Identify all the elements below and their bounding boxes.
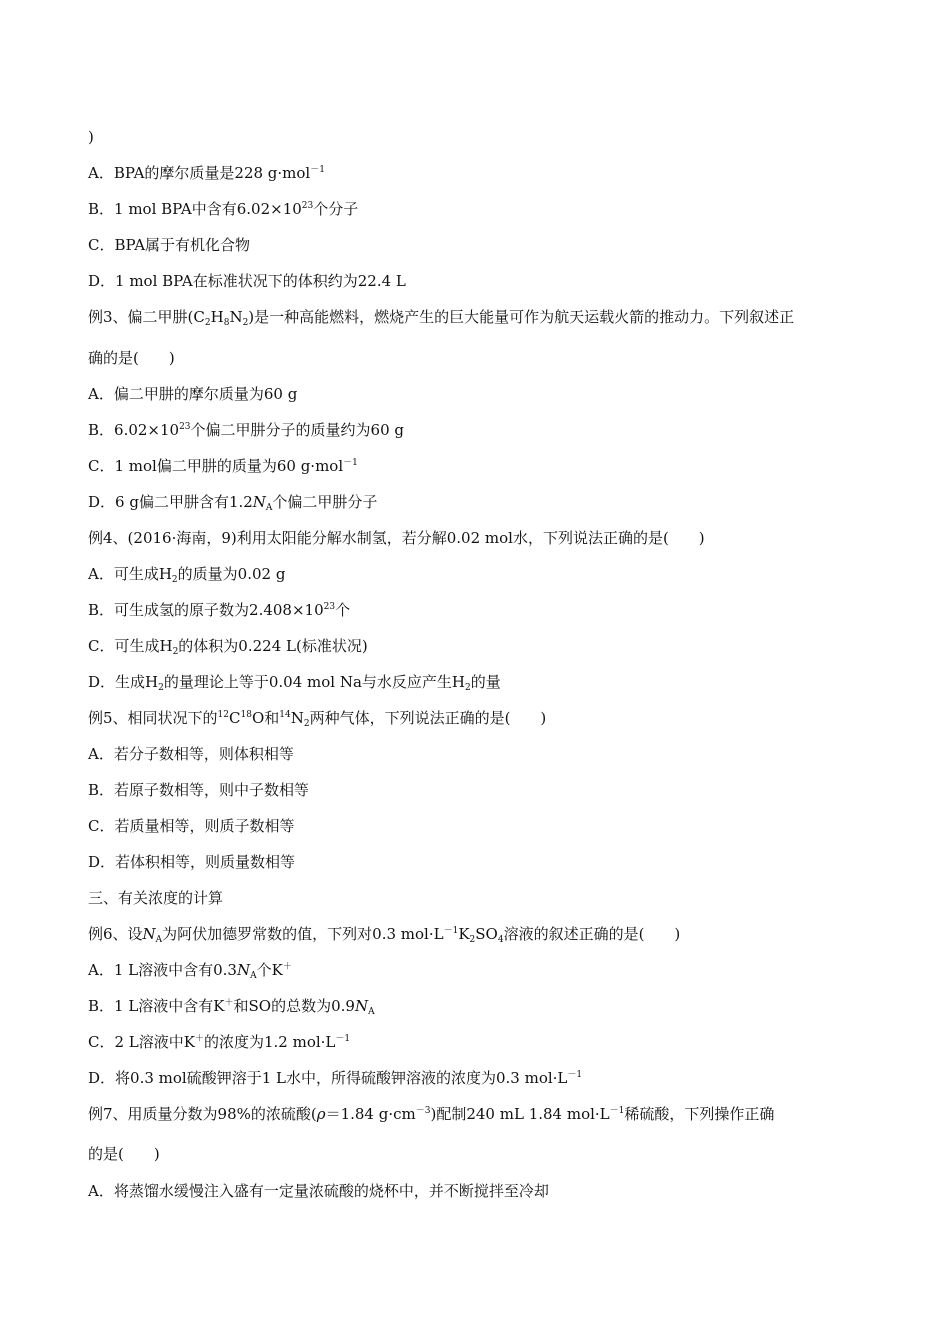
question-4: 例4、(2016·海南，9)利用太阳能分解水制氢，若分解0.02 mol水，下列说法正确的是( ): [88, 529, 705, 547]
option-a: A．将蒸馏水缓慢注入盛有一定量浓硫酸的烧杯中，并不断搅拌至冷却: [88, 1182, 549, 1200]
text-line: ): [88, 128, 94, 146]
option-c: C．2 L溶液中K＋的浓度为1.2 $mol\cdot L^{-1}$: [88, 1033, 351, 1051]
option-d: D．1 mol BPA在标准状况下的体积约为22.4 L: [88, 272, 406, 290]
question-7-cont: 的是( ): [88, 1145, 160, 1163]
option-b: B．1 L溶液中含有K＋和SO的总数为$0.9N_A$: [88, 997, 375, 1017]
option-a: A．偏二甲肼的摩尔质量为60 g: [88, 385, 298, 403]
question-6: 例6、设$N_A$为阿伏加德罗常数的值，下列对0.3 $mol\cdot L^{-1}K_2SO_4$溶液的叙述正确的是( ): [88, 925, 681, 945]
option-a: A．1 L溶液中含有$0.3N_A$个K＋: [88, 961, 292, 981]
option-c: C．1 mol偏二甲肼的质量为60 g·mol$^{-1}$: [88, 457, 358, 475]
question-3-cont: 确的是( ): [88, 349, 175, 367]
option-c: C．若质量相等，则质子数相等: [88, 817, 295, 835]
option-b: B．1 mol BPA中含有$6.02\times 10^{23}$个分子: [88, 200, 359, 218]
option-d: D．生成$H_2$的量理论上等于0.04 mol Na与水反应产生$H_2$的量: [88, 673, 501, 693]
question-5: 例5、相同状况下的$^{12}C^{18}O$和$^{14}N_2$两种气体，下列说法正确的是( ): [88, 709, 547, 729]
option-d: D．将0.3 mol硫酸钾溶于1 L水中，所得硫酸钾溶液的浓度为0.3 $mol\cdot L^{-1}$: [88, 1069, 583, 1087]
option-d: D．若体积相等，则质量数相等: [88, 853, 296, 871]
option-a: A．可生成$H_2$的质量为0.02 g: [88, 565, 286, 585]
option-d: D．6 g偏二甲肼含有$1.2N_A$个偏二甲肼分子: [88, 493, 378, 513]
option-a: A．BPA的摩尔质量是228 g·mol$^{-1}$: [88, 164, 325, 182]
section-heading: 三、有关浓度的计算: [88, 889, 224, 907]
option-b: B．$6.02\times 10^{23}$个偏二甲肼分子的质量约为60 g: [88, 421, 404, 439]
option-a: A．若分子数相等，则体积相等: [88, 745, 294, 763]
option-c: C．BPA属于有机化合物: [88, 236, 251, 254]
question-3: 例3、偏二甲肼$(C_2H_8N_2)$是一种高能燃料，燃烧产生的巨大能量可作为航天运载火箭的推动力。下列叙述正: [88, 308, 795, 328]
option-b: B．可生成氢的原子数为$2.408\times 10^{23}$个: [88, 601, 351, 619]
question-7: 例7、用质量分数为98%的浓硫酸(ρ＝1.84 $g\cdot cm^{-3}$)配制240 mL 1.84 $mol\cdot L^{-1}$稀硫酸，下列操作正确: [88, 1105, 775, 1123]
option-c: C．可生成$H_2$的体积为0.224 L(标准状况): [88, 637, 368, 657]
option-b: B．若原子数相等，则中子数相等: [88, 781, 310, 799]
